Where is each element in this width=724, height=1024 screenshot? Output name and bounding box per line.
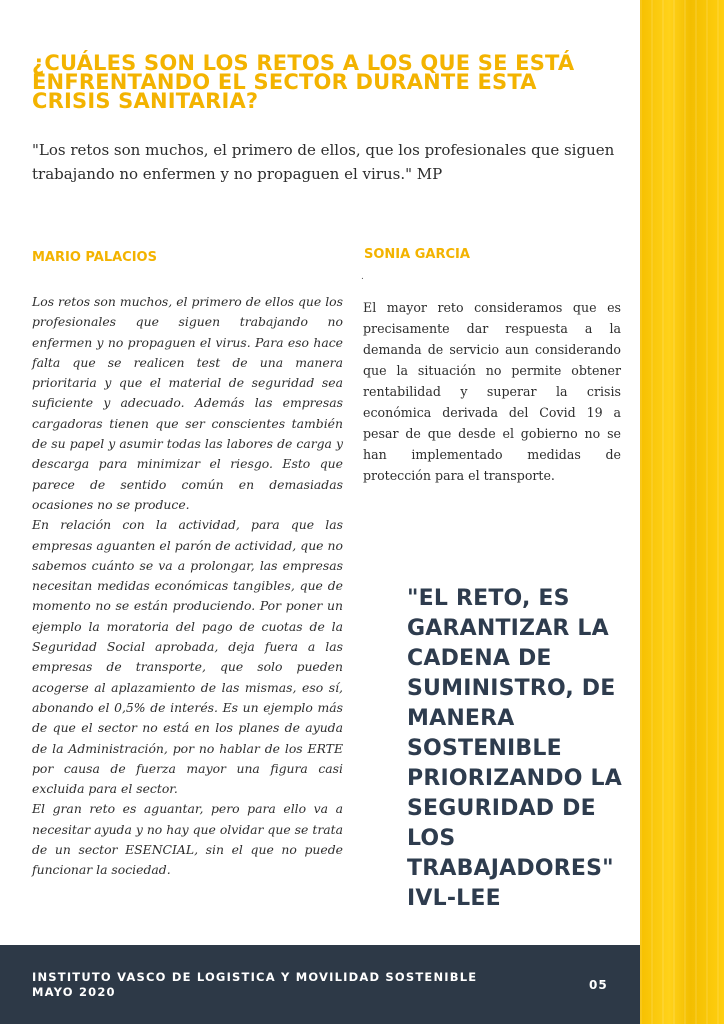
intro-quote: "Los retos son muchos, el primero de ellos, que los profesionales que siguen trabajando no enfermen y no propaguen el virus." MP bbox=[32, 141, 615, 183]
author-name-sonia: SONIA GARCIA bbox=[364, 247, 470, 262]
section-heading: ¿CUÁLES SON LOS RETOS A LOS QUE SE ESTÁ ENFRENTANDO EL SECTOR DURANTE ESTA CRISIS SANITARIA? bbox=[32, 51, 575, 113]
stray-dot: . bbox=[361, 272, 364, 282]
left-column-text bbox=[32, 292, 343, 881]
footer-date: MAYO 2020 bbox=[32, 985, 116, 999]
left-paragraph-1: Los retos son muchos, el primero de ellos que los profesionales que siguen trabajando no enfermen y no propaguen el virus. Para eso hace falta que se realicen test de una manera prioritaria y que el material de seguridad sea suficiente y adecuado. Además las empresas cargadoras tienen que ser conscientes también de su papel y asumir todas las labores de carga y descarga para minimizar el riesgo. Esto que parece de sentido común en demasiadas ocasiones no se produce. bbox=[32, 294, 343, 512]
footer-institution: INSTITUTO VASCO DE LOGISTICA Y MOVILIDAD SOSTENIBLE bbox=[32, 970, 478, 984]
right-column-text: El mayor reto consideramos que es precisamente dar respuesta a la demanda de servicio aun considerando que la situación no permite obtener rentabilidad y superar la crisis económica derivada del Covid 19 a pesar de que desde el gobierno no se han implementado medidas de protección para el transporte. bbox=[363, 300, 621, 483]
stripe-texture bbox=[640, 0, 724, 1024]
page-number: 05 bbox=[589, 978, 608, 992]
author-name-mario: MARIO PALACIOS bbox=[32, 250, 157, 265]
left-paragraph-2: En relación con la actividad, para que las empresas aguanten el parón de actividad, que no sabemos cuánto se va a prolongar, las empresas necesitan medidas económicas tangibles, que de momento no se están produciendo. Por poner un ejemplo la moratoria del pago de cuotas de la Seguridad Social aprobada, deja fuera a las empresas de transporte, que solo pueden acogerse al aplazamiento de las mismas, eso sí, abonando el 0,5% de interés. Es un ejemplo más de que el sector no está en los planes de ayuda de la Administración, por no hablar de los ERTE por causa de fuerza mayor una figura casi excluida para el sector. bbox=[32, 517, 343, 797]
left-paragraph-3: El gran reto es aguantar, pero para ello va a necesitar ayuda y no hay que olvidar que se trata de un sector ESENCIAL, sin el que no puede funcionar la sociedad. bbox=[32, 801, 343, 878]
pull-quote: "EL RETO, ES GARANTIZAR LA CADENA DE SUMINISTRO, DE MANERA SOSTENIBLE PRIORIZANDO LA SEGURIDAD DE LOS TRABAJADORES" IVL-LEE bbox=[407, 586, 622, 911]
